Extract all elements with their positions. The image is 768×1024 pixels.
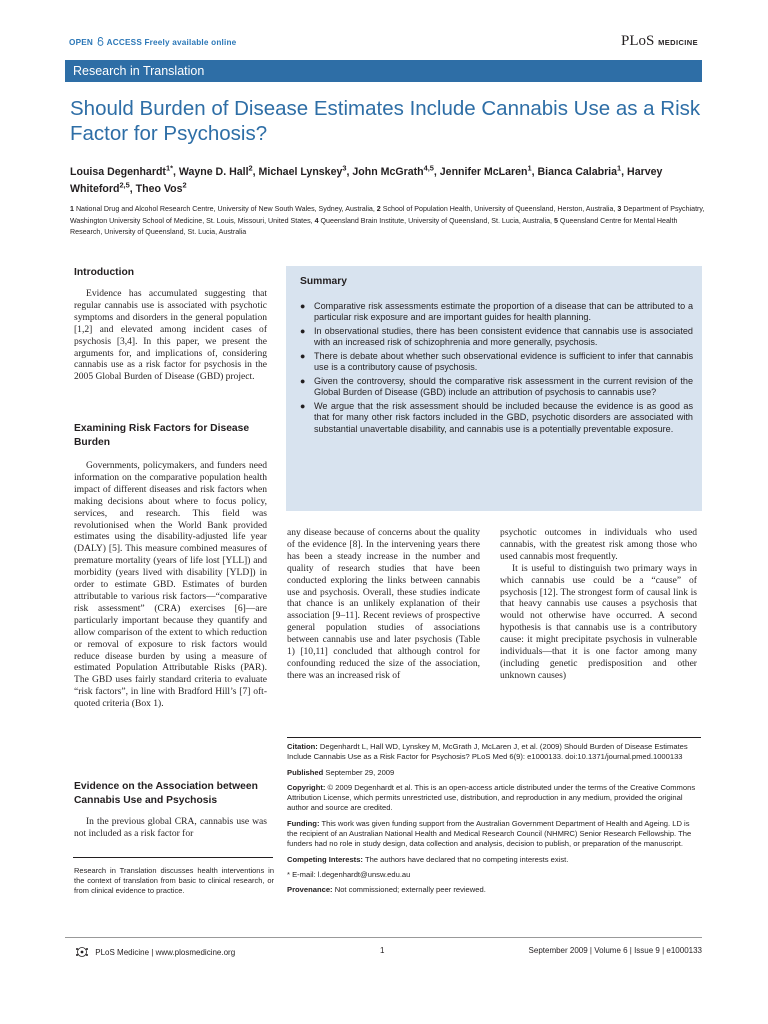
risk-paragraph: Governments, policymakers, and funders need information on the comparative population health impact of different diseases and risk factors when making decisions about where to focus policy, services, and research. This field was revolutionised when the World Bank provided estimates using the disability-adjusted life year (DALY) [5]. This measure combined measures of premature mortality (years of life lost [YLL]) and morbidity (years lived with disability [YLD]) in order to estimate GBD. Estimates of burden attributable to various risk factors—“comparative risk assessment” (CRA) exercises [6]—are particularly important because they quantify and allow comparison of the extent to which reduction or removal of exposure to risk factors would reduce disease burden by using a measure of estimated Population Attributable Risks (PAR). The GBD uses fairly standard criteria to evaluate “risk factors”, in line with Bradford Hill’s [7] oft-quoted criteria (Box 1). [74, 460, 267, 710]
summary-bullet [298, 401, 693, 435]
affiliation-number: 1 [70, 205, 74, 213]
provenance: Provenance: Not commissioned; externally peer reviewed. [287, 885, 486, 895]
author-name: Wayne D. Hall [178, 166, 249, 178]
evidence-heading: Evidence on the Association between Cannabis Use and Psychosis [74, 781, 258, 806]
plos-logo-icon [75, 946, 89, 958]
evidence-text [74, 816, 267, 840]
affiliation-number: 3 [617, 205, 622, 213]
author-affiliation-ref: 2 [248, 163, 253, 173]
author-name: Jennifer McLaren [439, 166, 528, 178]
author-list: Louisa Degenhardt$^{1*}$, Wayne D. Hall$^2$, Michael Lynskey$^3$, John McGrath$^{4,5}$, Jennifer McLaren$^1$, Bianca Calabria$^1$, Harvey Whiteford$^{2,5}$, Theo Vos$^2$ [70, 163, 663, 195]
note-divider [73, 857, 273, 858]
summary-title: Summary [300, 276, 347, 287]
footer-issue-info: September 2009 | Volume 6 | Issue 9 | e1000133 [528, 946, 702, 955]
author-name: Louisa Degenhardt [70, 166, 166, 178]
affiliation-text: National Drug and Alcohol Research Centre, University of New South Wales, Sydney, Australia, [75, 205, 375, 213]
affiliation-text: Queensland Centre for Mental Health Research, University of Queensland, St. Lucia, Australia [70, 216, 678, 237]
funding: Funding: This work was given funding support from the Australian Government Department of Health and Ageing. LD is the recipient of an Australian National Health and Medical Research Council (NHMRC) Senior Research Fellowship. The funders had no role in study design, data collection and analysis, decision to publish, or preparation of the manuscript. [287, 818, 692, 849]
open-access-lock-icon [97, 37, 104, 46]
column-2-paragraph: any disease because of concerns about the quality of the evidence [8]. In the intervening years there has been a steady increase in the number and quality of research studies that have been conducted exploring the links between cannabis use and psychosis. Overall, these studies indicate that chance is an unlikely explanation of their association [9–11]. Recent reviews of prospective general population studies of associations between cannabis use and later psychosis (Table 1) [10,11] concluded that although control for confounding reduced the size of the association, there was an increased risk of [287, 527, 480, 681]
footer-divider [65, 937, 702, 938]
affiliation-number: 2 [376, 205, 381, 213]
author-email[interactable]: * E-mail: l.degenhardt@unsw.edu.au [287, 869, 411, 879]
summary-bullet-text: We argue that the risk assessment should be included because the evidence is as good as that for many other risk factors included in the GBD, psychotic disorders are associated with substantial unavertable disability, and cannabis use is a potentially preventable exposure. [314, 401, 693, 434]
affiliation-text: Department of Psychiatry, Washington University School of Medicine, St. Louis, Missouri, United States, [70, 205, 705, 225]
intro-text [74, 288, 267, 383]
author-name: Michael Lynskey [258, 166, 343, 178]
author-affiliation-ref: 3 [342, 163, 347, 173]
meta-divider [287, 737, 701, 738]
open-access-banner [69, 37, 236, 47]
summary-bullet-text: In observational studies, there has been consistent evidence that cannabis use is associated with an increased risk of schizophrenia and more generally, psychosis. [314, 326, 693, 348]
footer-journal-text: PLoS Medicine | www.plosmedicine.org [95, 948, 236, 957]
summary-bullet-text: Comparative risk assessments estimate the proportion of a disease that can be attributed to a particular risk exposure and are important guides for health planning. [314, 301, 693, 323]
journal-logo [621, 33, 698, 50]
open-label: OPEN [69, 38, 94, 47]
column-3-text [500, 527, 697, 682]
section-label: Research in Translation [73, 64, 205, 78]
bullet-icon: ● [300, 326, 306, 336]
article-title: Should Burden of Disease Estimates Include Cannabis Use as a Risk Factor for Psychosis? [70, 97, 701, 145]
intro-heading: Introduction [74, 267, 135, 278]
journal-medicine: MEDICINE [658, 38, 698, 47]
summary-list [298, 301, 693, 437]
access-label: ACCESS Freely available online [106, 38, 237, 47]
published-date: Published September 29, 2009 [287, 767, 395, 777]
author-affiliation-ref: 2,5 [119, 180, 130, 190]
copyright: Copyright: © 2009 Degenhardt et al. This is an open-access article distributed under the terms of the Creative Commons Attribution License, which permits unrestricted use, distribution, and reproduction in any medium, provided the original author and source are credited. [287, 782, 696, 813]
summary-bullet [298, 376, 693, 399]
citation: Citation: Degenhardt L, Hall WD, Lynskey M, McGrath J, McLaren J, et al. (2009) Should Burden of Disease Estimates Include Cannabis Use as a Risk Factor for Psychosis? PLoS Med 6(9): e1000133. doi:10.1371/journal.pmed.1000133 [287, 742, 688, 762]
summary-box [286, 266, 702, 511]
competing-interests: Competing Interests: The authors have declared that no competing interests exist. [287, 854, 569, 864]
author-affiliation-ref: 2 [182, 180, 187, 190]
author-name: Harvey Whiteford [70, 166, 663, 195]
section-bar [65, 60, 702, 82]
risk-text [74, 460, 267, 710]
author-affiliation-ref: 1 [527, 163, 532, 173]
column-3-paragraph-2: It is useful to distinguish two primary ways in which cannabis use could be a “cause” of psychosis [12]. The strongest form of causal link is that heavy cannabis use causes a psychosis that would not otherwise have occurred. A second hypothesis is that cannabis use is a contributory cause: it might precipitate psychosis in vulnerable individuals—that it is one factor among many (including genetic predisposition and other unknown causes) [500, 562, 697, 681]
author-affiliation-ref: 4,5 [423, 163, 434, 173]
affiliations [70, 204, 710, 239]
summary-bullet [298, 326, 693, 349]
author-name: Bianca Calabria [537, 166, 618, 178]
summary-bullet-text: Given the controversy, should the comparative risk assessment in the current revision of the Global Burden of Disease (GBD) include an attribution of psychosis to cannabis use? [314, 376, 693, 398]
footer-journal [75, 946, 235, 958]
summary-bullet [298, 351, 693, 374]
evidence-paragraph: In the previous global CRA, cannabis use was not included as a risk factor for [74, 816, 267, 839]
affiliation-text: Queensland Brain Institute, University of Queensland, St. Lucia, Australia, [320, 216, 552, 225]
risk-heading: Examining Risk Factors for Disease Burden [74, 423, 250, 448]
page-number: 1 [380, 946, 385, 955]
affiliation-text: School of Population Health, University of Queensland, Herston, Australia, [382, 205, 616, 213]
column-3-paragraph-1: psychotic outcomes in individuals who used cannabis, with the greatest risk among those who used cannabis most frequently. [500, 527, 697, 562]
author-affiliation-ref: 1* [165, 163, 173, 173]
bullet-icon: ● [300, 401, 306, 411]
research-in-translation-note: Research in Translation discusses health interventions in the context of translation from basic to clinical research, or from clinical evidence to practice. [74, 866, 274, 895]
author-affiliation-ref: 1 [617, 163, 622, 173]
affiliation-number: 5 [553, 216, 558, 225]
article-metadata [287, 742, 701, 901]
intro-paragraph: Evidence has accumulated suggesting that regular cannabis use is associated with psychotic symptoms and disorders in the general population [1,2] and elevated among incident cases of psychosis [3,4]. In this paper, we present the arguments for, and implications of, considering cannabis use as a risk factor for psychosis in the 2005 Global Burden of Disease (GBD) project. [74, 288, 267, 383]
affiliation-number: 4 [314, 216, 319, 225]
author-name: Theo Vos [135, 183, 183, 195]
bullet-icon: ● [300, 351, 306, 361]
author-name: John McGrath [352, 166, 424, 178]
bullet-icon: ● [300, 301, 306, 311]
bullet-icon: ● [300, 376, 306, 386]
column-2-text [287, 527, 480, 682]
summary-bullet [298, 301, 693, 324]
journal-plos: PLoS [621, 33, 655, 49]
summary-bullet-text: There is debate about whether such observational evidence is sufficient to infer that cannabis use is a contributory cause of psychosis. [314, 351, 693, 373]
